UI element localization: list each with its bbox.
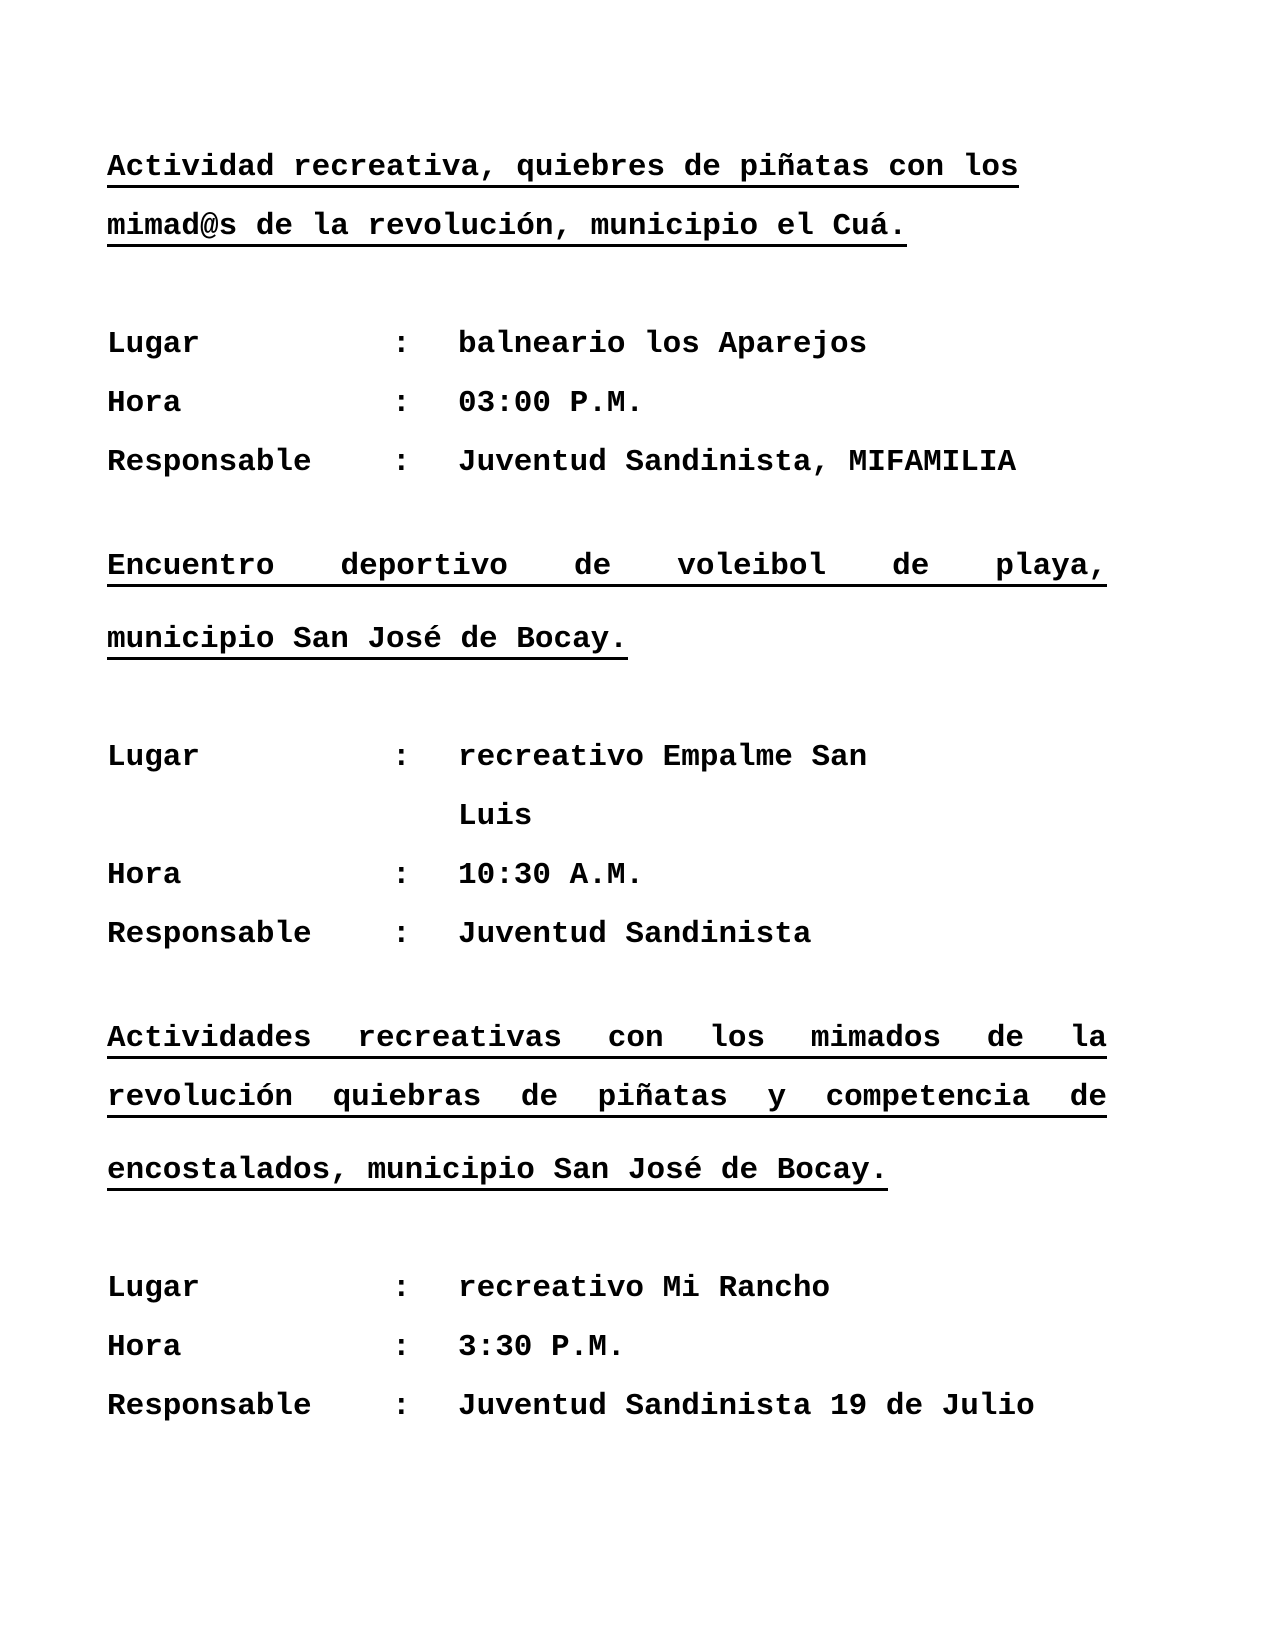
detail-label: Responsable: [107, 1389, 312, 1424]
detail-value: balneario los Aparejos: [458, 327, 868, 362]
event-2-details: [107, 728, 1107, 964]
title-line: Actividades recreativas con los mimados de la: [107, 1023, 1107, 1059]
detail-row-hora: [107, 1318, 1107, 1377]
title-line: revolución quiebras de piñatas y competencia de: [107, 1082, 1107, 1118]
separator: :: [392, 1330, 411, 1365]
detail-value: Juventud Sandinista, MIFAMILIA: [458, 445, 1017, 480]
separator: :: [392, 327, 411, 362]
event-1-title: [107, 138, 1107, 256]
detail-value: recreativo Empalme San: [458, 740, 868, 775]
detail-label: Lugar: [107, 327, 201, 362]
event-1-details: [107, 315, 1107, 492]
detail-value: 3:30 P.M.: [458, 1330, 626, 1365]
document-page: [107, 138, 1107, 1436]
separator: :: [392, 740, 411, 775]
detail-label: Responsable: [107, 445, 312, 480]
detail-label: Lugar: [107, 740, 201, 775]
detail-value: Juventud Sandinista: [458, 917, 812, 952]
separator: :: [392, 1271, 411, 1306]
detail-label: Hora: [107, 386, 182, 421]
detail-value: 03:00 P.M.: [458, 386, 645, 421]
detail-row-lugar: [107, 728, 1107, 787]
detail-value: Juventud Sandinista 19 de Julio: [458, 1389, 1035, 1424]
detail-label: Responsable: [107, 917, 312, 952]
detail-value: recreativo Mi Rancho: [458, 1271, 831, 1306]
separator: :: [392, 445, 411, 480]
detail-label: Hora: [107, 1330, 182, 1365]
separator: :: [392, 858, 411, 893]
event-3-title: [107, 1023, 1107, 1200]
detail-row-lugar: [107, 315, 1107, 374]
detail-value: 10:30 A.M.: [458, 858, 645, 893]
detail-row-responsable: [107, 433, 1107, 492]
detail-row-responsable: [107, 1377, 1107, 1436]
separator: :: [392, 1389, 411, 1424]
separator: :: [392, 386, 411, 421]
detail-row-responsable: [107, 905, 1107, 964]
detail-label: Hora: [107, 858, 182, 893]
detail-row-lugar-cont: [107, 787, 1107, 846]
title-line: mimad@s de la revolución, municipio el Cuá.: [107, 211, 907, 247]
title-line: Actividad recreativa, quiebres de piñatas con los: [107, 152, 1019, 188]
title-line: municipio San José de Bocay.: [107, 624, 628, 660]
separator: :: [392, 917, 411, 952]
title-line: Encuentro deportivo de voleibol de playa,: [107, 551, 1107, 587]
detail-row-hora: [107, 846, 1107, 905]
detail-row-lugar: [107, 1259, 1107, 1318]
detail-value: Luis: [458, 799, 533, 834]
detail-label: Lugar: [107, 1271, 201, 1306]
detail-row-hora: [107, 374, 1107, 433]
event-3-details: [107, 1259, 1107, 1436]
event-2-title: [107, 551, 1107, 669]
title-line: encostalados, municipio San José de Bocay.: [107, 1155, 888, 1191]
